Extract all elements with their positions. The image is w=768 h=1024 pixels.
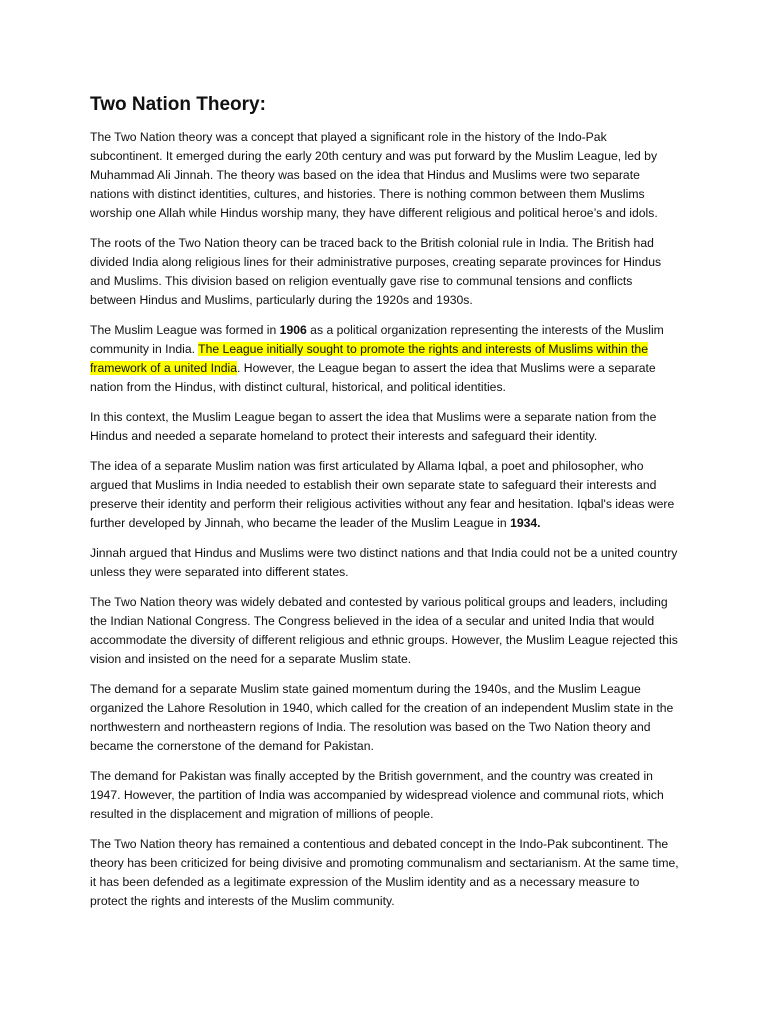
paragraph [90, 593, 680, 669]
document-body [90, 92, 680, 922]
paragraph [90, 767, 680, 824]
paragraph-text: The demand for Pakistan was finally accepted by the British government, and the country was created in 1947. However, the partition of India was accompanied by widespread violence and communal riots, which resulted in the displacement and migration of millions of people. [90, 769, 664, 821]
paragraph-text: The roots of the Two Nation theory can be traced back to the British colonial rule in India. The British had divided India along religious lines for their administrative purposes, creating separate provinces for Hindus and Muslims. This division based on religion eventually gave rise to communal tensions and conflicts between Hindus and Muslims, particularly during the 1920s and 1930s. [90, 236, 662, 307]
paragraph [90, 835, 680, 911]
paragraph-text: The Two Nation theory was a concept that played a significant role in the history of the Indo-Pak subcontinent. It emerged during the early 20th century and was put forward by the Muslim League, led by Muhammad Ali Jinnah. The theory was based on the idea that Hindus and Muslims were two separate nations with distinct identities, cultures, and histories. There is nothing common between them Muslims worship one Allah while Hindus worship many, they have different religious and political heroe’s and idols. [90, 130, 658, 220]
paragraph-text: In this context, the Muslim League began to assert the idea that Muslims were a separate nation from the Hindus and needed a separate homeland to protect their interests and safeguard their identity. [90, 410, 657, 443]
paragraph-text: The idea of a separate Muslim nation was first articulated by Allama Iqbal, a poet and philosopher, who argued that Muslims in India needed to establish their own separate state to safeguard their interests and preserve their identity and perform their religious activities without any fear and hesitation. Iqbal's ideas were further developed by Jinnah, who became the leader of the Muslim League in [90, 459, 675, 530]
paragraph-text: The Two Nation theory was widely debated and contested by various political groups and leaders, including the Indian National Congress. The Congress believed in the idea of a secular and united India that would accommodate the diversity of different religious and ethnic groups. However, the Muslim League rejected this vision and insisted on the need for a separate Muslim state. [90, 595, 678, 666]
paragraph-text: The Two Nation theory has remained a contentious and debated concept in the Indo-Pak subcontinent. The theory has been criticized for being divisive and promoting communalism and sectarianism. At the same time, it has been defended as a legitimate expression of the Muslim identity and as a necessary measure to protect the rights and interests of the Muslim community. [90, 837, 679, 908]
paragraph-text: Jinnah argued that Hindus and Muslims were two distinct nations and that India could not be a united country unless they were separated into different states. [90, 546, 678, 579]
paragraph-text: . However, the League began to assert the idea that Muslims were a separate nation from the Hindus, with distinct cultural, historical, and political identities. [90, 361, 656, 394]
paragraph-text: The demand for a separate Muslim state gained momentum during the 1940s, and the Muslim League organized the Lahore Resolution in 1940, which called for the creation of an independent Muslim state in the northwestern and northeastern regions of India. The resolution was based on the Two Nation theory and became the cornerstone of the demand for Pakistan. [90, 682, 674, 753]
paragraph [90, 321, 680, 397]
bold-text: 1934. [510, 516, 541, 530]
paragraph [90, 680, 680, 756]
bold-text: 1906 [279, 323, 307, 337]
highlighted-text: The League initially sought to promote the rights and interests of Muslims within the framework of a united India [90, 342, 648, 375]
paragraph [90, 234, 680, 310]
paragraph-text: The Muslim League was formed in [90, 323, 280, 337]
paragraph-text: as a political organization representing the interests of the Muslim community in India. [90, 323, 664, 356]
paragraph-list [90, 128, 680, 911]
paragraph [90, 128, 680, 223]
paragraph [90, 544, 680, 582]
paragraph [90, 408, 680, 446]
paragraph [90, 457, 680, 533]
document-title: Two Nation Theory: [90, 94, 266, 115]
